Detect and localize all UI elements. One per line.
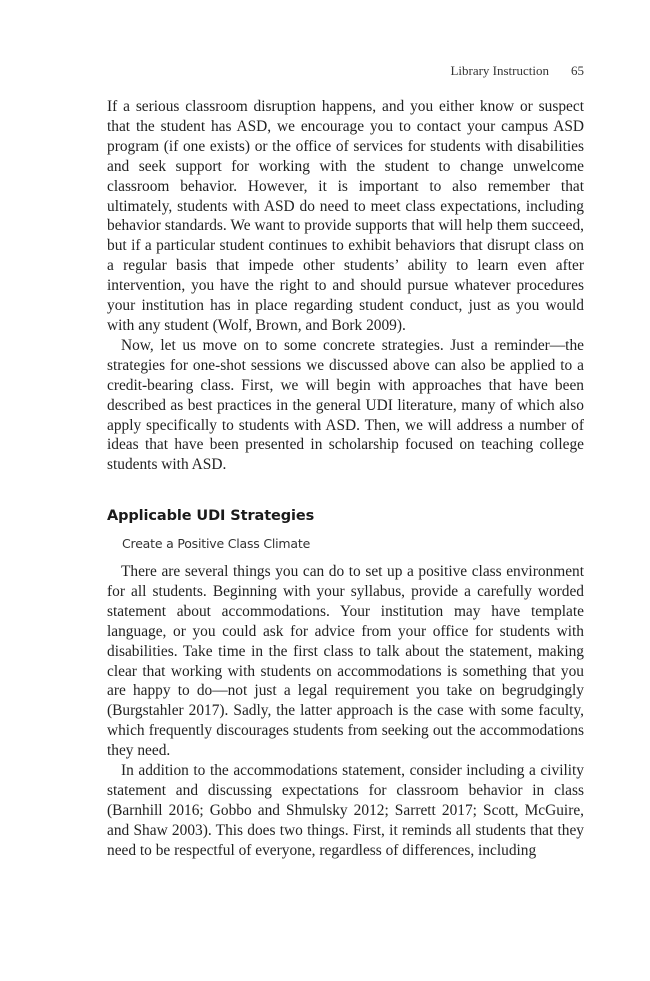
paragraph: Now, let us move on to some concrete strategies. Just a reminder—the strategies for one-shot sessions we discussed above can also be applied to a credit-bearing class. First, we will begin with approaches that have been described as best practices in the general UDI literature, many of which also apply specifically to students with ASD. Then, we will address a number of ideas that have been presented in scholarship focused on teaching college students with ASD. [107, 336, 584, 474]
body-text-top [107, 97, 584, 475]
running-title: Library Instruction [450, 63, 549, 78]
running-header [107, 63, 584, 79]
paragraph: There are several things you can do to set up a positive class environment for all students. Beginning with your syllabus, provide a carefully worded statement about accommodations. Your institution may have template language, or you could ask for advice from your office for students with disabilities. Take time in the first class to talk about the statement, making clear that working with students on accommodations is something that you are happy to do—not just a legal requirement you take on begrudgingly (Burgstahler 2017). Sadly, the latter approach is the case with some faculty, which frequently discourages students from seeking out the accommodations they need. [107, 563, 584, 760]
section-heading: Applicable UDI Strategies [107, 508, 315, 524]
subsection-heading: Create a Positive Class Climate [122, 536, 311, 551]
page-number: 65 [571, 63, 584, 78]
body-text-bottom [107, 562, 584, 861]
paragraph: In addition to the accommodations statement, consider including a civility statement and discussing expectations for classroom behavior in class (Barnhill 2016; Gobbo and Shmulsky 2012; Sarrett 2017; Scott, McGuire, and Shaw 2003). This does two things. First, it reminds all students that they need to be respectful of everyone, regardless of differences, including [107, 762, 584, 859]
paragraph: If a serious classroom disruption happens, and you either know or suspect that the student has ASD, we encourage you to contact your campus ASD program (if one exists) or the office of services for students with disabilities and seek support for working with the student to change unwelcome classroom behavior. However, it is important to also remember that ultimately, students with ASD do need to meet class expectations, including behavior standards. We want to provide supports that will help them succeed, but if a particular student continues to exhibit behaviors that disrupt class on a regular basis that impede other students’ ability to learn even after intervention, you have the right to and should pursue whatever procedures your institution has in place regarding student conduct, just as you would with any student (Wolf, Brown, and Bork 2009). [107, 98, 584, 334]
